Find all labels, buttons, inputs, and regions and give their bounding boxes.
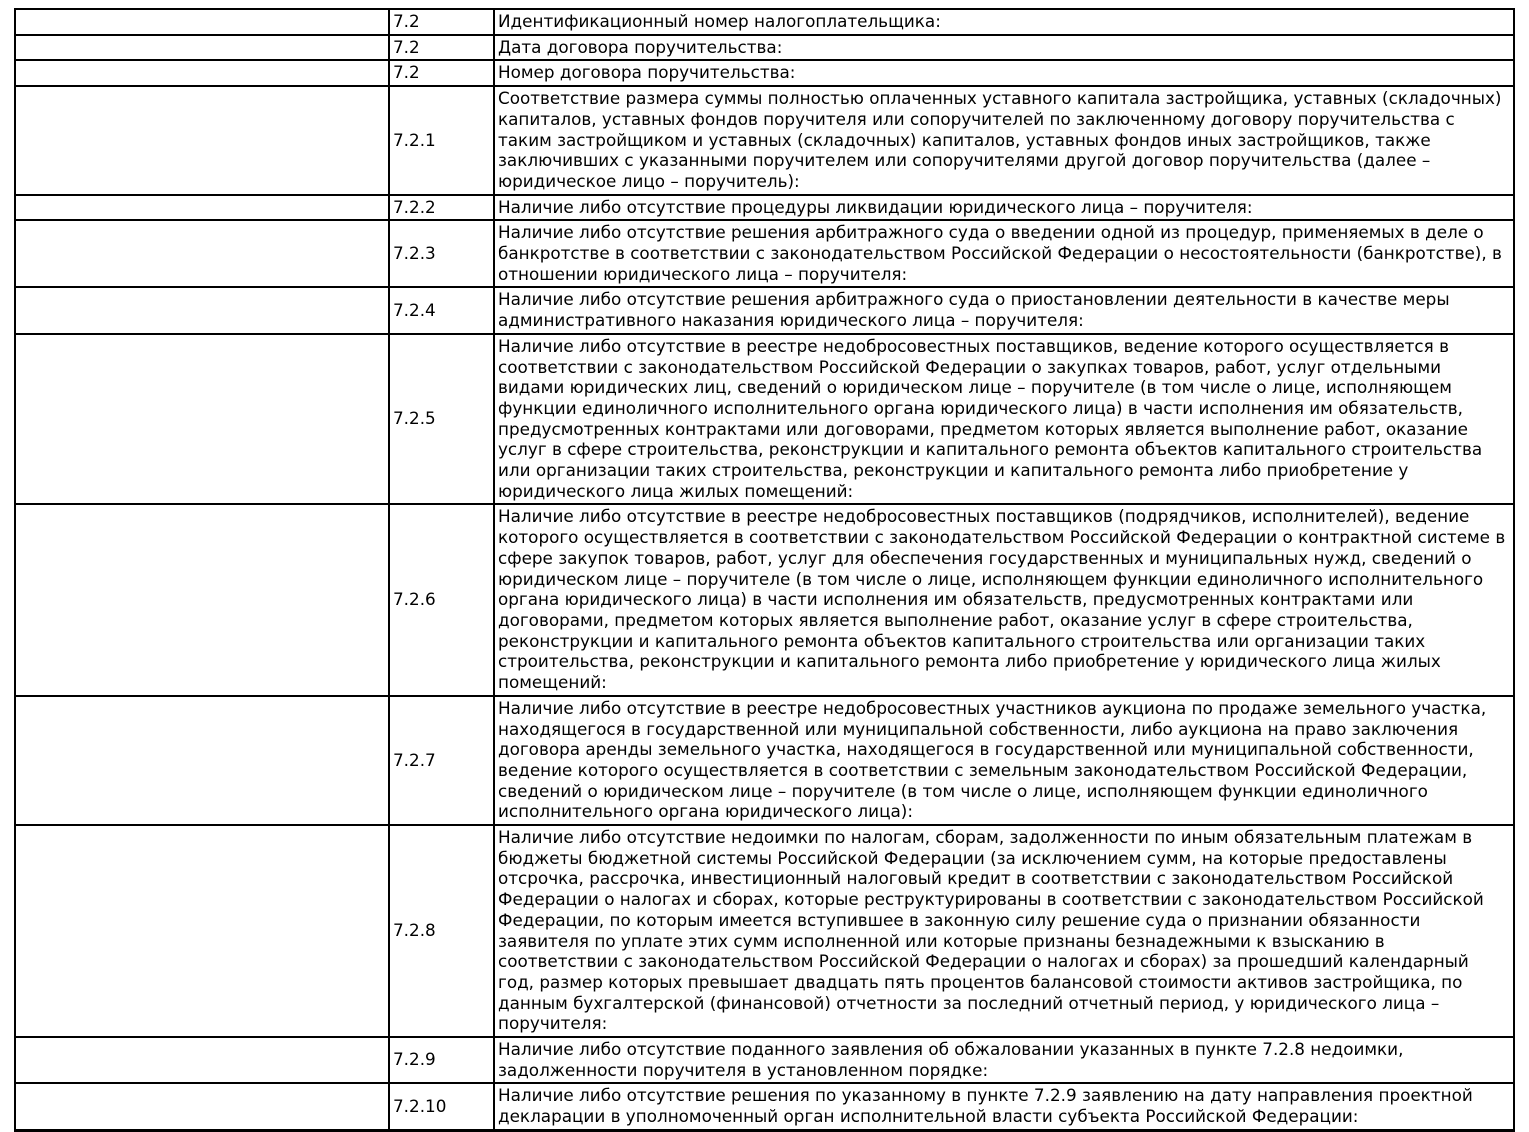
item-number: 7.2.8 [389,825,494,1037]
item-description: Наличие либо отсутствие недоимки по налогам, сборам, задолженности по иным обязательным платежам в бюджеты бюджетной системы Российской Федерации (за исключением сумм, на которые предоставлены отсрочка, рассрочка, инвестиционный налоговый кредит в соответствии с законодательством Российской Федерации о налогах и сборах, которые реструктурированы в соответствии с законодательством Российской Федерации, по которым имеется вступившее в законную силу решение суда о признании обязанности заявителя по уплате этих сумм исполненной или которые признаны безнадежными к взысканию в соответствии с законодательством Российской Федерации о налогах и сборах) за прошедший календарный год, размер которых превышает двадцать пять процентов балансовой стоимости активов застройщика, по данным бухгалтерской (финансовой) отчетности за последний отчетный период, у юридического лица – поручителя: [494,825,1514,1037]
item-number: 7.2 [389,60,494,86]
value-cell [15,504,389,695]
value-cell [15,287,389,333]
item-description: Дата договора поручительства: [494,35,1514,61]
item-description: Соответствие размера суммы полностью оплаченных уставного капитала застройщика, уставных (складочных) капиталов, уставных фондов поручителя или сопоручителей по заключенному договору поручительства с таким застройщиком и уставных (складочных) капиталов, уставных фондов иных застройщиков, также заключивших с указанными поручителем или сопоручителями другой договор поручительства (далее – юридическое лицо – поручитель): [494,86,1514,195]
item-number: 7.2.1 [389,86,494,195]
value-cell [15,86,389,195]
table-row [15,825,1514,1037]
value-cell [15,334,389,505]
item-number: 7.2.3 [389,220,494,287]
table-row [15,696,1514,825]
value-cell [15,1037,389,1083]
item-number: 7.2.5 [389,334,494,505]
item-description: Наличие либо отсутствие решения арбитражного суда о введении одной из процедур, применяемых в деле о банкротстве в соответствии с законодательством Российской Федерации о несостоятельности (банкротстве), в отношении юридического лица – поручителя: [494,220,1514,287]
value-cell [15,195,389,221]
value-cell [15,60,389,86]
value-cell [15,35,389,61]
item-description: Наличие либо отсутствие в реестре недобросовестных участников аукциона по продаже земельного участка, находящегося в государственной или муниципальной собственности, либо аукциона на право заключения договора аренды земельного участка, находящегося в государственной или муниципальной собственности, ведение которого осуществляется в соответствии с земельным законодательством Российской Федерации, сведений о юридическом лице – поручителе (в том числе о лице, исполняющем функции единоличного исполнительного органа юридического лица): [494,696,1514,825]
item-description: Наличие либо отсутствие процедуры ликвидации юридического лица – поручителя: [494,195,1514,221]
value-cell [15,825,389,1037]
item-description: Идентификационный номер налогоплательщика: [494,9,1514,35]
table-row [15,504,1514,695]
item-number: 7.2.2 [389,195,494,221]
item-number: 7.2 [389,35,494,61]
item-number: 7.2.4 [389,287,494,333]
item-number: 7.2.6 [389,504,494,695]
item-description: Наличие либо отсутствие в реестре недобросовестных поставщиков (подрядчиков, исполнителей), ведение которого осуществляется в соответствии с законодательством Российской Федерации о контрактной системе в сфере закупок товаров, работ, услуг для обеспечения государственных и муниципальных нужд, сведений о юридическом лице – поручителе (в том числе о лице, исполняющем функции единоличного исполнительного органа юридического лица) в части исполнения им обязательств, предусмотренных контрактами или договорами, предметом которых является выполнение работ, оказание услуг в сфере строительства, реконструкции и капитального ремонта объектов капитального строительства или организации таких строительства, реконструкции и капитального ремонта либо приобретение у юридического лица жилых помещений: [494,504,1514,695]
table-row [15,1083,1514,1130]
value-cell [15,220,389,287]
item-number: 7.2 [389,9,494,35]
table-row [15,86,1514,195]
table-row [15,35,1514,61]
table-row [15,195,1514,221]
value-cell [15,9,389,35]
table-row [15,287,1514,333]
value-cell [15,696,389,825]
item-description: Наличие либо отсутствие в реестре недобросовестных поставщиков, ведение которого осуществляется в соответствии с законодательством Российской Федерации о закупках товаров, работ, услуг отдельными видами юридических лиц, сведений о юридическом лице – поручителе (в том числе о лице, исполняющем функции единоличного исполнительного органа юридического лица) в части исполнения им обязательств, предусмотренных контрактами или договорами, предметом которых является выполнение работ, оказание услуг в сфере строительства, реконструкции и капитального ремонта объектов капитального строительства или организации таких строительства, реконструкции и капитального ремонта либо приобретение у юридического лица жилых помещений: [494,334,1514,505]
item-description: Номер договора поручительства: [494,60,1514,86]
item-description: Наличие либо отсутствие поданного заявления об обжаловании указанных в пункте 7.2.8 недоимки, задолженности поручителя в установленном порядке: [494,1037,1514,1083]
table-row [15,60,1514,86]
table-row [15,1037,1514,1083]
table-row [15,334,1514,505]
declaration-table [14,8,1515,1132]
item-description: Наличие либо отсутствие решения по указанному в пункте 7.2.9 заявлению на дату направления проектной декларации в уполномоченный орган исполнительной власти субъекта Российской Федерации: [494,1083,1514,1130]
value-cell [15,1083,389,1130]
item-number: 7.2.9 [389,1037,494,1083]
item-description: Наличие либо отсутствие решения арбитражного суда о приостановлении деятельности в качестве меры административного наказания юридического лица – поручителя: [494,287,1514,333]
table-row [15,220,1514,287]
item-number: 7.2.10 [389,1083,494,1130]
item-number: 7.2.7 [389,696,494,825]
table-row [15,9,1514,35]
